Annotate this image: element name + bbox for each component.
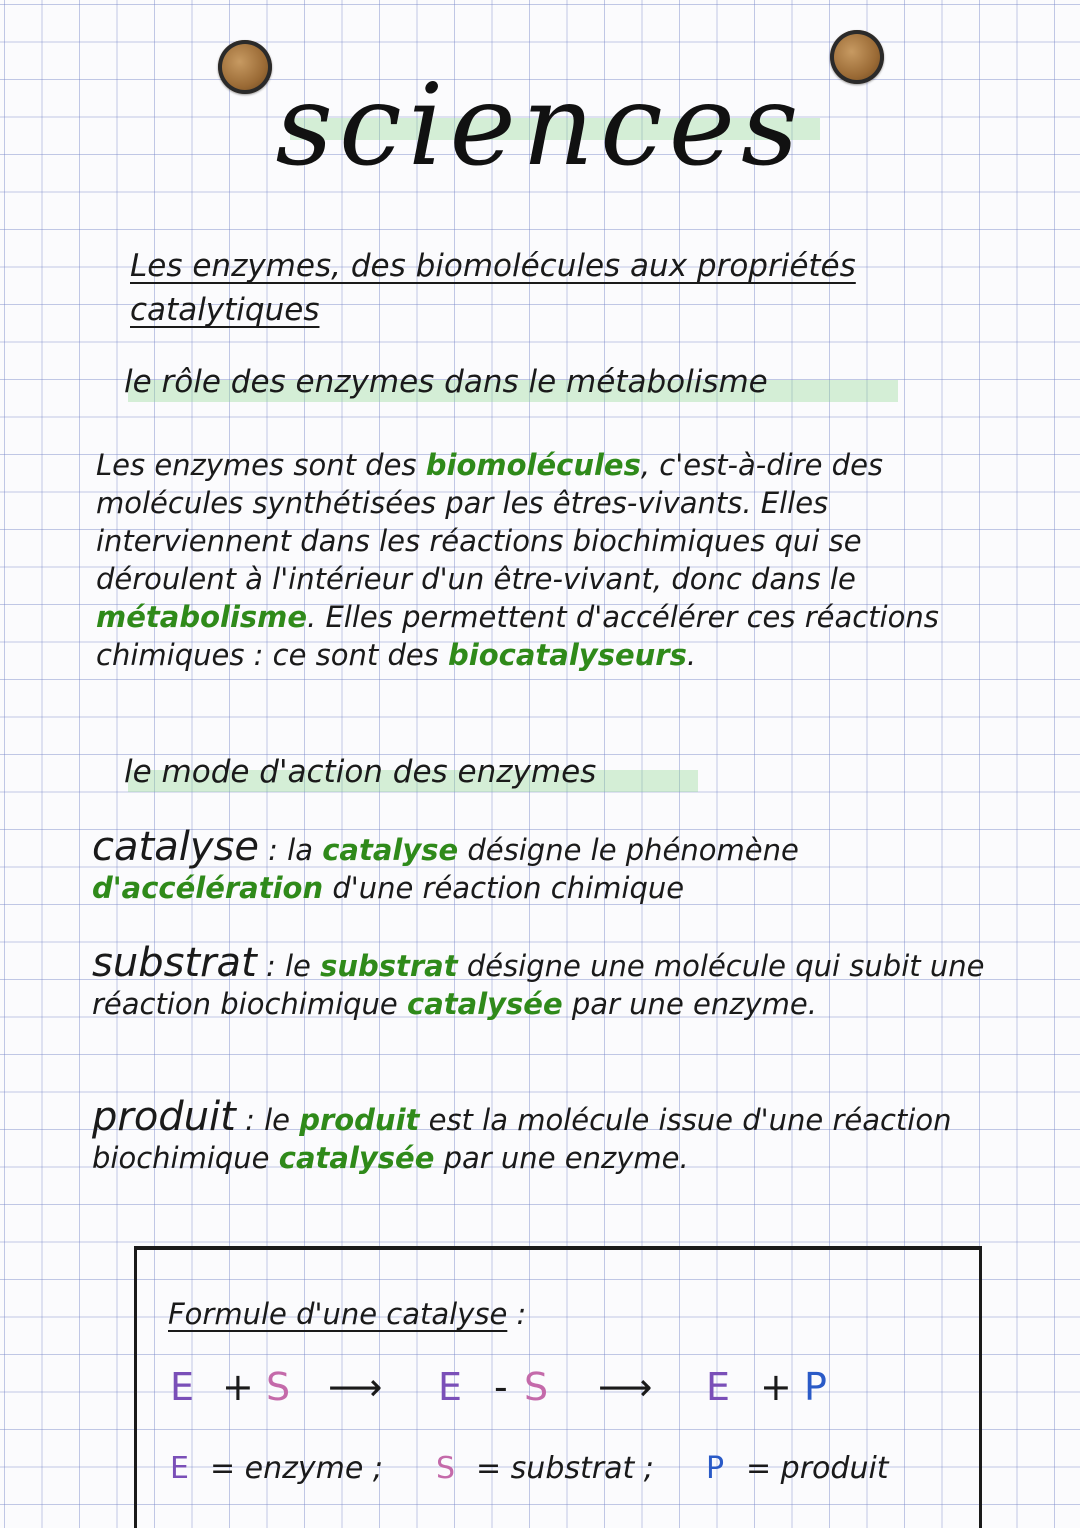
legend-s: S	[436, 1451, 456, 1486]
legend-p-def: = produit	[746, 1451, 889, 1486]
formula-arrow2: ⟶	[598, 1365, 653, 1409]
keyword-metabolisme: métabolisme	[96, 600, 308, 634]
keyword-acceleration: d'accélération	[92, 871, 324, 905]
keyword-biomolecules: biomolécules	[425, 448, 641, 482]
text: est la molécule issue d'une réaction biochimique	[92, 1103, 952, 1175]
chapter-heading-line1: Les enzymes, des biomolécules aux propriétés	[130, 248, 856, 284]
catalysis-formula	[166, 1362, 926, 1412]
legend-s-def: = substrat ;	[476, 1451, 654, 1486]
formula-p: P	[804, 1365, 827, 1409]
keyword-produit: produit	[299, 1103, 420, 1137]
formula-minus: -	[494, 1365, 508, 1409]
section2-title: le mode d'action des enzymes	[124, 754, 597, 790]
text: désigne une molécule qui subit une réaction biochimique	[92, 949, 985, 1021]
definition-substrat	[92, 940, 992, 1023]
definition-produit	[92, 1094, 992, 1177]
term-substrat: substrat	[92, 940, 257, 986]
text: . Elles permettent d'accélérer ces réactions chimiques : ce sont des	[96, 600, 939, 672]
term-produit: produit	[92, 1094, 236, 1140]
keyword-substrat: substrat	[320, 949, 458, 983]
chapter-heading	[130, 244, 990, 332]
section1-title: le rôle des enzymes dans le métabolisme	[124, 364, 768, 400]
text: : le	[235, 1103, 300, 1137]
formula-s1: S	[266, 1365, 291, 1409]
text: .	[686, 638, 697, 672]
text: : le	[256, 949, 321, 983]
text: : la	[258, 833, 323, 867]
formula-plus2: +	[760, 1365, 792, 1409]
formula-box-title	[168, 1294, 526, 1334]
keyword-catalysee: catalysée	[278, 1141, 435, 1175]
formula-e1: E	[170, 1365, 195, 1409]
text: par une enzyme.	[434, 1141, 689, 1175]
page-title: sciences	[275, 61, 805, 191]
binder-hole-right	[830, 30, 884, 84]
text: d'une réaction chimique	[323, 871, 685, 905]
formula-legend	[166, 1444, 926, 1494]
text: par une enzyme.	[562, 987, 817, 1021]
section1-paragraph	[96, 446, 996, 674]
text: désigne le phénomène	[458, 833, 799, 867]
formula-plus1: +	[222, 1365, 254, 1409]
term-catalyse: catalyse	[92, 824, 259, 870]
legend-p: P	[706, 1451, 725, 1486]
formula-e3: E	[706, 1365, 731, 1409]
legend-e-def: = enzyme ;	[210, 1451, 383, 1486]
legend-e: E	[170, 1451, 189, 1486]
formula-title-colon: :	[516, 1297, 527, 1331]
formula-title-text: Formule d'une catalyse	[168, 1297, 508, 1331]
formula-e2: E	[438, 1365, 463, 1409]
formula-arrow1: ⟶	[328, 1365, 383, 1409]
chapter-heading-line2: catalytiques	[130, 292, 320, 328]
definition-catalyse	[92, 824, 992, 907]
text: Les enzymes sont des	[96, 448, 426, 482]
keyword-biocatalyseurs: biocatalyseurs	[448, 638, 687, 672]
text: , c'est-à-dire des molécules synthétisées par les êtres-vivants. Elles interviennent dans les réactions biochimiques qui se déroulent à l'intérieur d'un être-vivant, donc dans le	[96, 448, 884, 596]
formula-s2: S	[524, 1365, 549, 1409]
keyword-catalyse: catalyse	[322, 833, 459, 867]
page-margin	[72, 0, 74, 1528]
keyword-catalysee: catalysée	[407, 987, 563, 1021]
